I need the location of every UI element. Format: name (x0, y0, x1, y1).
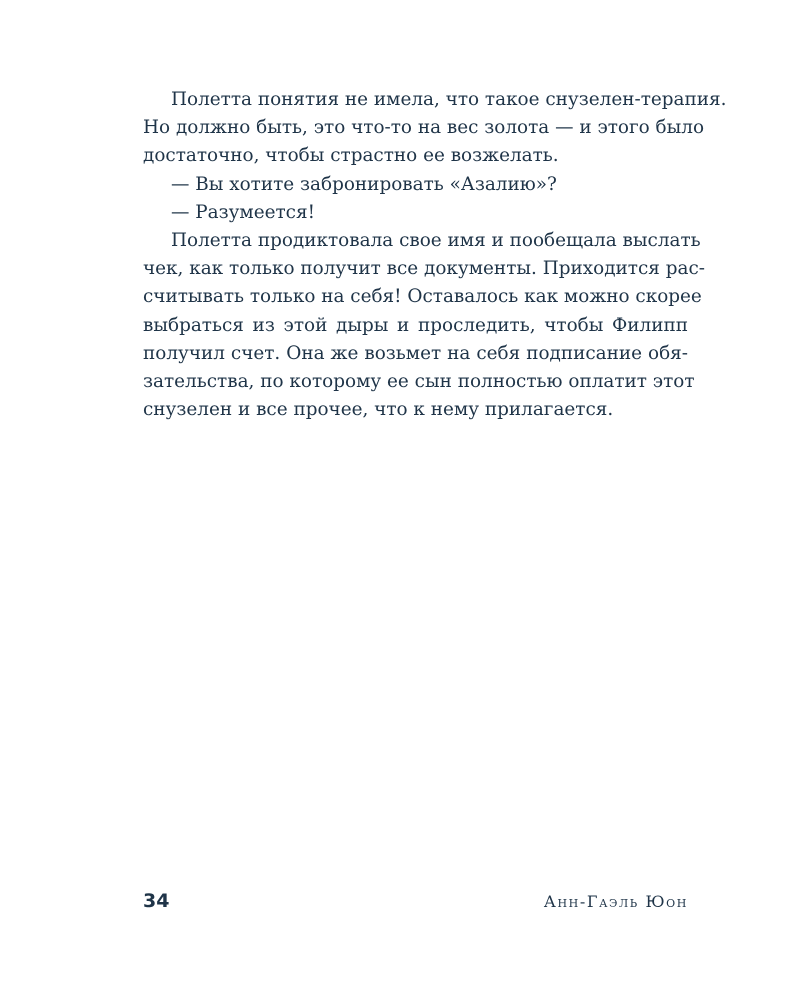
text-line: считывать только на себя! Оставалось как можно скорее (143, 286, 702, 308)
dialogue-line: — Разумеется! (171, 201, 315, 223)
body-text (143, 86, 727, 424)
text-line: Полетта понятия не имела, что такое снузелен-терапия. (171, 89, 727, 110)
text-line: Полетта продиктовала свое имя и пообещала выслать (171, 230, 701, 252)
running-author: Анн-Гаэль Юон (543, 892, 688, 911)
text-line: Но должно быть, это что-то на вес золота — и этого было (143, 117, 705, 139)
page-number: 34 (143, 890, 170, 912)
text-line: выбраться из этой дыры и проследить, чтобы Филипп (143, 314, 688, 336)
text-line: зательства, по которому ее сын полностью оплатит этот (143, 371, 695, 393)
text-line: чек, как только получит все документы. Приходится рас- (143, 258, 705, 280)
dialogue-line: — Вы хотите забронировать «Азалию»? (171, 173, 557, 195)
text-line: получил счет. Она же возьмет на себя подписание обя- (143, 342, 688, 364)
text-line: достаточно, чтобы страстно ее возжелать. (143, 145, 559, 167)
text-line: снузелен и все прочее, что к нему прилагается. (143, 399, 614, 421)
